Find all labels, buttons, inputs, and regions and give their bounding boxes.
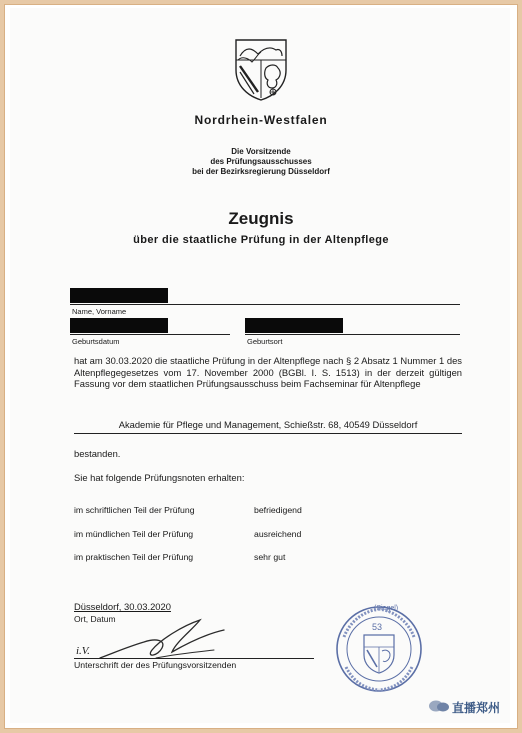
birthplace-line (245, 334, 460, 335)
chat-bubble-icon (428, 699, 450, 713)
grade-value-practical: sehr gut (254, 552, 286, 562)
redacted-name (70, 288, 168, 303)
official-seal-icon (330, 597, 428, 695)
exam-paragraph: hat am 30.03.2020 die staatliche Prüfung in der Altenpflege nach § 2 Absatz 1 Nummer 1 des Altenpflegegesetzes vom 17. November 2000 (BGBl. I. S. 1513) in der derzeit gültigen Fassung vor dem staatlichen Prüfungsausschuss beim Fachseminar für Altenpflege (74, 355, 462, 389)
seal-number: 53 (372, 622, 383, 632)
grade-part-written: im schriftlichen Teil der Prüfung (74, 505, 195, 515)
seal-label: (Siegel) (374, 605, 399, 612)
place-date-label: Ort, Datum (74, 614, 116, 624)
name-line (70, 304, 460, 305)
authority-line-2: des Prüfungsausschusses (210, 157, 312, 166)
redacted-birthplace (245, 318, 343, 333)
passed-text: bestanden. (74, 448, 121, 459)
watermark-text: 直播郑州 (452, 701, 501, 715)
grade-part-oral: im mündlichen Teil der Prüfung (74, 529, 194, 539)
iv-abbreviation: i.V. (76, 645, 90, 657)
authority-line-1: Die Vorsitzende (231, 147, 291, 156)
certificate-title: Zeugnis (228, 209, 294, 228)
birthdate-label: Geburtsdatum (72, 337, 120, 346)
grades-intro: Sie hat folgende Prüfungsnoten erhalten: (74, 472, 245, 483)
state-name: Nordrhein-Westfalen (194, 113, 328, 127)
certificate-subtitle: über die staatliche Prüfung in der Altenpflege (133, 234, 389, 246)
signature-line (74, 658, 314, 659)
institution: Akademie für Pflege und Management, Schießstr. 68, 40549 Düsseldorf (118, 419, 418, 430)
signature-label: Unterschrift der des Prüfungsvorsitzenden (74, 660, 237, 670)
place-date: Düsseldorf, 30.03.2020 (74, 601, 171, 612)
birthdate-line (70, 334, 230, 335)
grade-value-written: befriedigend (254, 505, 302, 515)
birthplace-label: Geburtsort (247, 337, 283, 346)
redacted-birthdate (70, 318, 168, 333)
coat-of-arms-icon (232, 36, 290, 102)
grade-part-practical: im praktischen Teil der Prüfung (74, 552, 194, 562)
name-label: Name, Vorname (72, 307, 127, 316)
institution-line (74, 433, 462, 434)
grade-value-oral: ausreichend (254, 529, 302, 539)
authority-line-3: bei der Bezirksregierung Düsseldorf (192, 167, 330, 176)
